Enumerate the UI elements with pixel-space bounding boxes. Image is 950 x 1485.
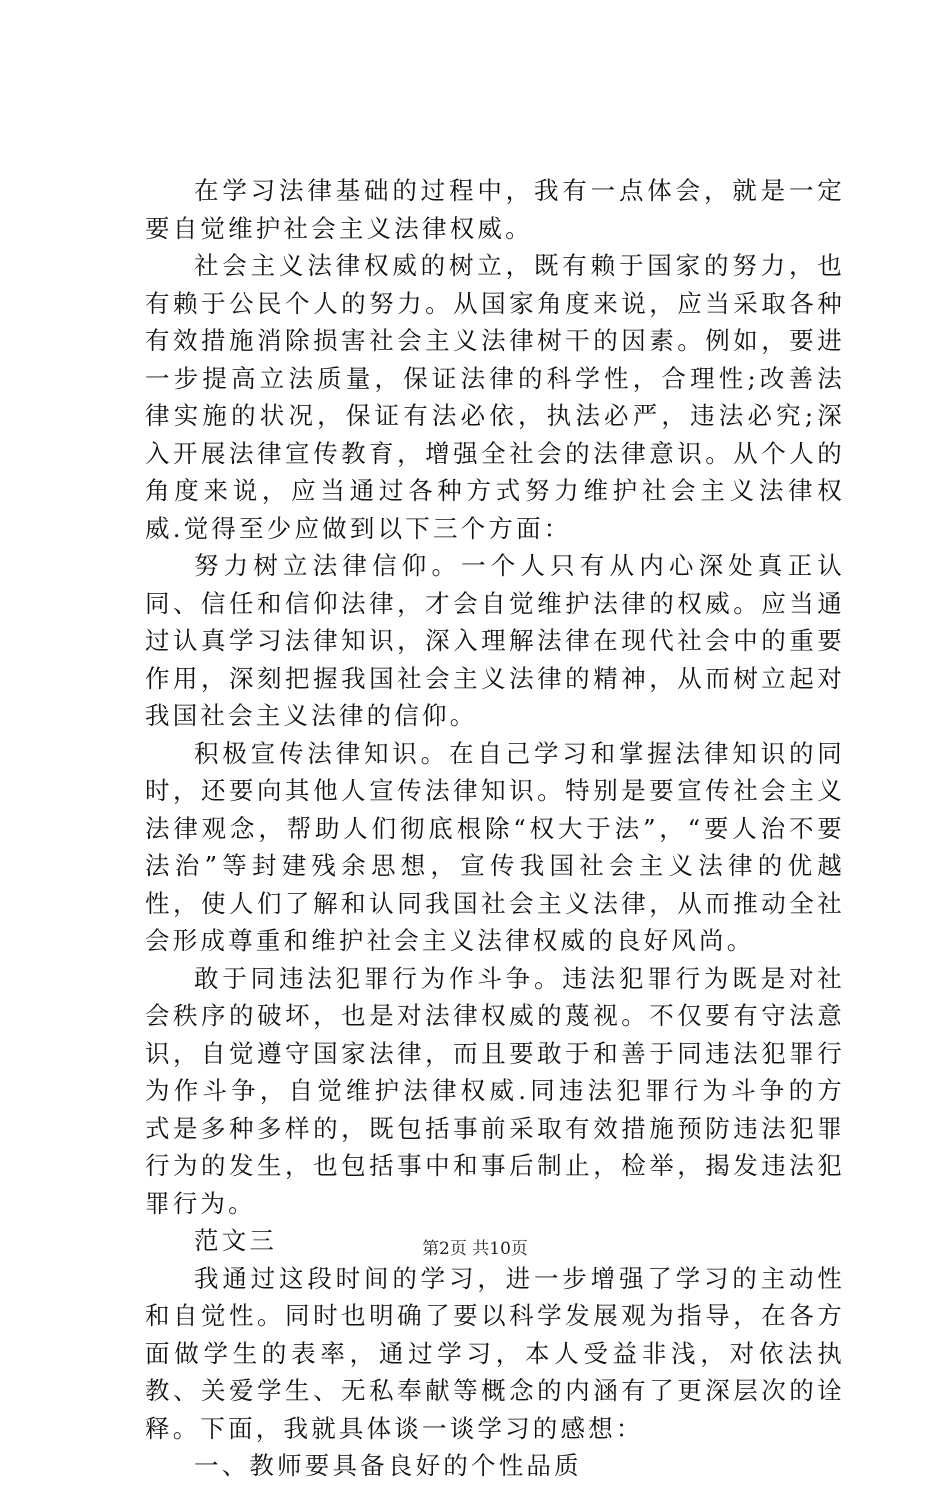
paragraph-belief: 努力树立法律信仰。一个人只有从内心深处真正认同、信任和信仰法律，才会自觉维护法律的权威。应当通过认真学习法律知识，深入理解法律在现代社会中的重要作用，深刻把握我国社会主义法律的精神，从而树立起对我国社会主义法律的信仰。 — [145, 551, 845, 730]
paragraph-publicize: 积极宣传法律知识。在自己学习和掌握法律知识的同时，还要向其他人宣传法律知识。特别是要宣传社会主义法律观念，帮助人们彻底根除“权大于法”，“要人治不要法治”等封建残余思想，宣传我国社会主义法律的优越性，使人们了解和认同我国社会主义法律，从而推动全社会形成尊重和维护社会主义法律权威的良好风尚。 — [145, 738, 845, 955]
paragraph-fight-crime: 敢于同违法犯罪行为作斗争。违法犯罪行为既是对社会秩序的破坏，也是对法律权威的蔑视。不仅要有守法意识，自觉遵守国家法律，而且要敢于和善于同违法犯罪行为作斗争，自觉维护法律权威.同违法犯罪行为斗争的方式是多种多样的，既包括事前采取有效措施预防违法犯罪行为的发生，也包括事中和事后制止，检举，揭发违法犯罪行为。 — [145, 963, 845, 1218]
section-heading: 范文三 — [194, 1226, 278, 1255]
paragraph-study: 我通过这段时间的学习，进一步增强了学习的主动性和自觉性。同时也明确了要以科学发展观为指导，在各方面做学生的表率，通过学习，本人受益非浅，对依法执教、关爱学生、无私奉献等概念的内涵有了更深层次的诠释。下面，我就具体谈一谈学习的感想： — [145, 1263, 845, 1443]
paragraph-authority: 社会主义法律权威的树立，既有赖于国家的努力，也有赖于公民个人的努力。从国家角度来说，应当采取各种有效措施消除损害社会主义法律树干的因素。例如，要进一步提高立法质量，保证法律的科学性，合理性;改善法律实施的状况，保证有法必依，执法必严，违法必究;深入开展法律宣传教育，增强全社会的法律意识。从个人的角度来说，应当通过各种方式努力维护社会主义法律权威.觉得至少应做到以下三个方面： — [145, 251, 845, 543]
paragraph-intro: 在学习法律基础的过程中，我有一点体会，就是一定要自觉维护社会主义法律权威。 — [145, 176, 845, 243]
subsection-heading: 一、教师要具备良好的个性品质 — [194, 1451, 582, 1480]
document-body — [145, 172, 845, 1485]
page-number: 第2页 共10页 — [422, 1239, 528, 1259]
